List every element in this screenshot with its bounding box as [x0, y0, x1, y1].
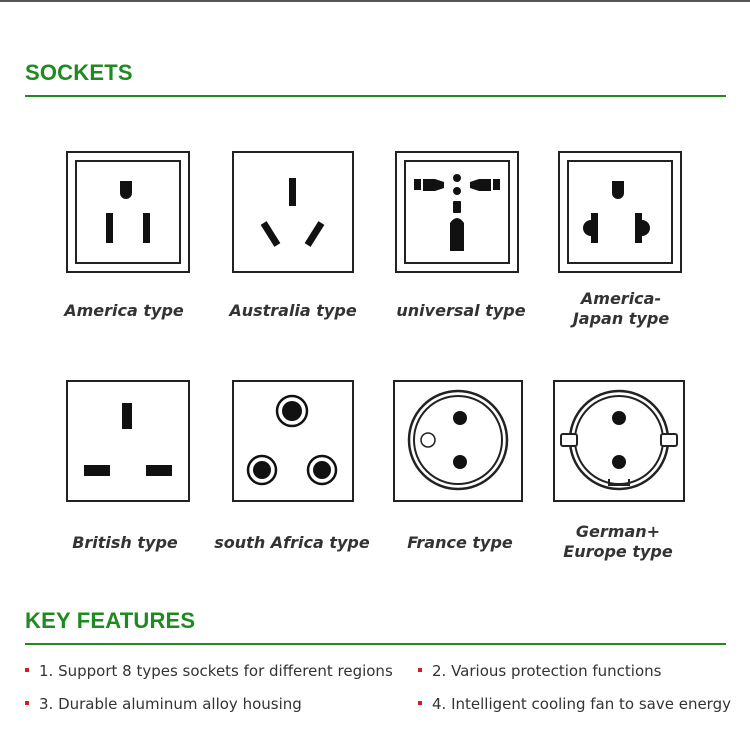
- socket-label: German+ Europe type: [563, 522, 673, 561]
- bullet-icon: [25, 701, 29, 705]
- universal-socket-icon: [395, 151, 519, 273]
- socket-label: south Africa type: [214, 533, 370, 552]
- feature-text: 4. Intelligent cooling fan to save energy: [432, 695, 731, 713]
- top-border: [0, 0, 750, 2]
- socket-label: British type: [72, 533, 178, 552]
- feature-item: [418, 695, 731, 713]
- america-socket-icon: [66, 151, 190, 273]
- features-divider: [25, 643, 726, 645]
- bullet-icon: [25, 668, 29, 672]
- socket-label: America- Japan type: [572, 289, 670, 328]
- german-europe-socket-icon: [553, 380, 685, 502]
- socket-label: Australia type: [229, 301, 357, 320]
- feature-item: [25, 662, 393, 680]
- australia-socket-icon: [232, 151, 354, 273]
- sockets-title: SOCKETS: [25, 60, 133, 85]
- feature-text: 2. Various protection functions: [432, 662, 662, 680]
- bullet-icon: [418, 668, 422, 672]
- bullet-icon: [418, 701, 422, 705]
- america-japan-socket-icon: [558, 151, 682, 273]
- sockets-divider: [25, 95, 726, 97]
- feature-item: [25, 695, 302, 713]
- socket-label: America type: [64, 301, 184, 320]
- british-socket-icon: [66, 380, 190, 502]
- france-socket-icon: [393, 380, 523, 502]
- socket-label: France type: [407, 533, 513, 552]
- feature-text: 3. Durable aluminum alloy housing: [39, 695, 302, 713]
- key-features-title: KEY FEATURES: [25, 608, 196, 633]
- feature-text: 1. Support 8 types sockets for different regions: [39, 662, 393, 680]
- feature-item: [418, 662, 661, 680]
- south-africa-socket-icon: [232, 380, 354, 502]
- socket-label: universal type: [396, 301, 526, 320]
